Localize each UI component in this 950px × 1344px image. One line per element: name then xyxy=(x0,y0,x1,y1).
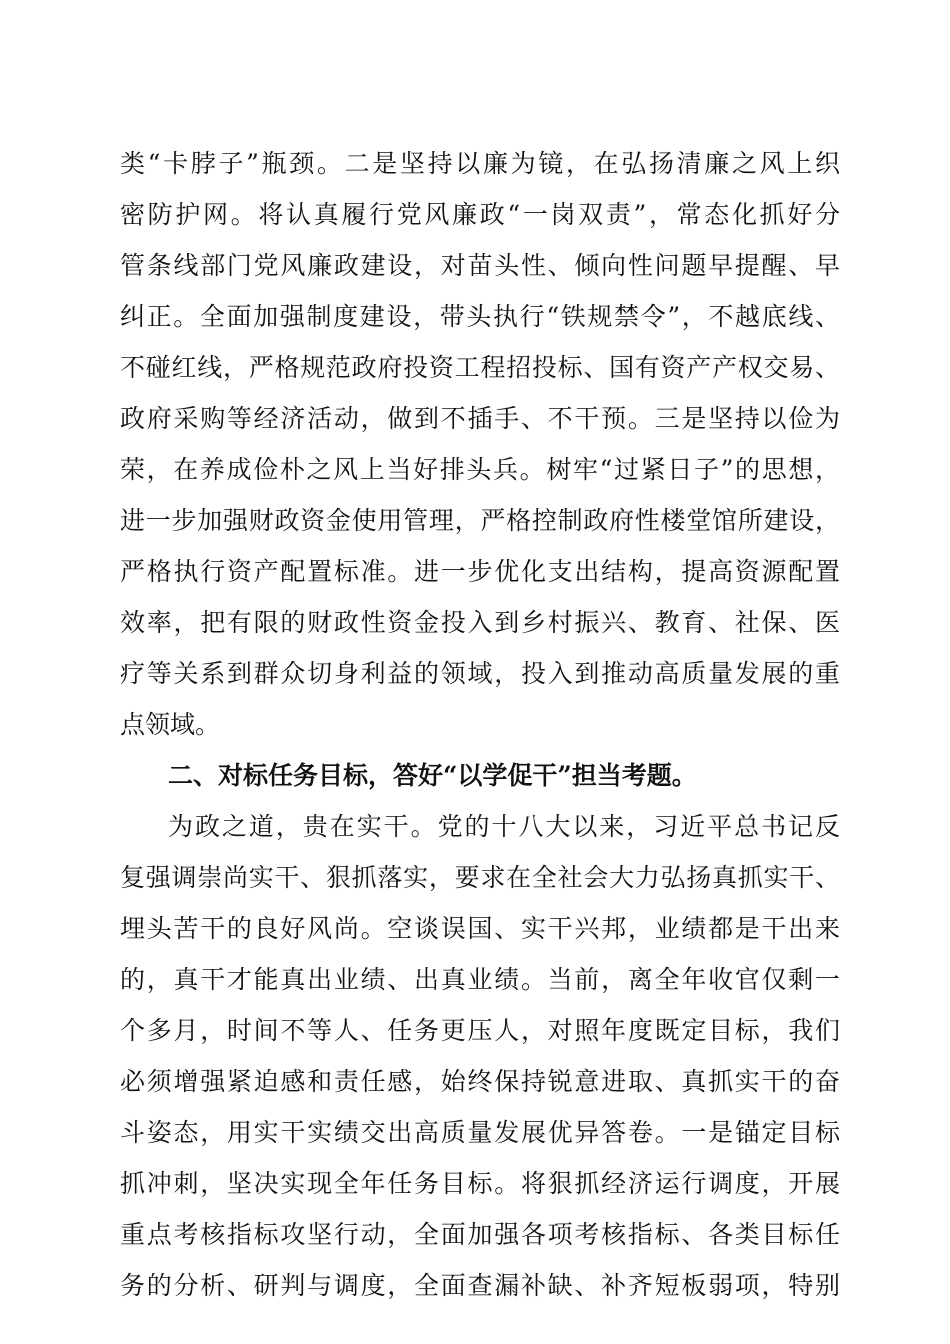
paragraph-line: 严格执行资产配置标准。进一步优化支出结构，提高资源配置 xyxy=(120,557,840,586)
paragraph-line: 不碰红线，严格规范政府投资工程招投标、国有资产产权交易、 xyxy=(120,353,840,382)
paragraph-line: 荣，在养成俭朴之风上当好排头兵。树牢“过紧日子”的思想， xyxy=(120,455,840,484)
section-paragraph-line: 务的分析、研判与调度，全面查漏补缺、补齐短板弱项，特别 xyxy=(120,1271,840,1300)
paragraph-line: 纠正。全面加强制度建设，带头执行“铁规禁令”，不越底线、 xyxy=(120,302,840,331)
section-heading: 二、对标任务目标，答好“以学促干”担当考题。 xyxy=(168,761,697,790)
paragraph-line: 密防护网。将认真履行党风廉政“一岗双责”，常态化抓好分 xyxy=(120,200,840,229)
section-paragraph-line: 必须增强紧迫感和责任感，始终保持锐意进取、真抓实干的奋 xyxy=(120,1067,840,1096)
document-body xyxy=(120,138,840,1311)
section-paragraph-line: 抓冲刺，坚决实现全年任务目标。将狠抓经济运行调度，开展 xyxy=(120,1169,840,1198)
paragraph-line-last: 点领域。 xyxy=(120,710,221,739)
paragraph-line: 疗等关系到群众切身利益的领域，投入到推动高质量发展的重 xyxy=(120,659,840,688)
section-paragraph-line: 重点考核指标攻坚行动，全面加强各项考核指标、各类目标任 xyxy=(120,1220,840,1249)
paragraph-line: 进一步加强财政资金使用管理，严格控制政府性楼堂馆所建设， xyxy=(120,506,840,535)
section-paragraph-first-line: 为政之道，贵在实干。党的十八大以来，习近平总书记反 xyxy=(168,812,840,841)
paragraph-line: 效率，把有限的财政性资金投入到乡村振兴、教育、社保、医 xyxy=(120,608,840,637)
paragraph-line: 类“卡脖子”瓶颈。二是坚持以廉为镜，在弘扬清廉之风上织 xyxy=(120,149,840,178)
section-paragraph-line: 埋头苦干的良好风尚。空谈误国、实干兴邦，业绩都是干出来 xyxy=(120,914,840,943)
section-paragraph-line: 斗姿态，用实干实绩交出高质量发展优异答卷。一是锚定目标 xyxy=(120,1118,840,1147)
section-paragraph-line: 复强调崇尚实干、狠抓落实，要求在全社会大力弘扬真抓实干、 xyxy=(120,863,840,892)
section-paragraph-line: 的，真干才能真出业绩、出真业绩。当前，离全年收官仅剩一 xyxy=(120,965,840,994)
paragraph-line: 管条线部门党风廉政建设，对苗头性、倾向性问题早提醒、早 xyxy=(120,251,840,280)
section-paragraph-line: 个多月，时间不等人、任务更压人，对照年度既定目标，我们 xyxy=(120,1016,840,1045)
paragraph-line: 政府采购等经济活动，做到不插手、不干预。三是坚持以俭为 xyxy=(120,404,840,433)
